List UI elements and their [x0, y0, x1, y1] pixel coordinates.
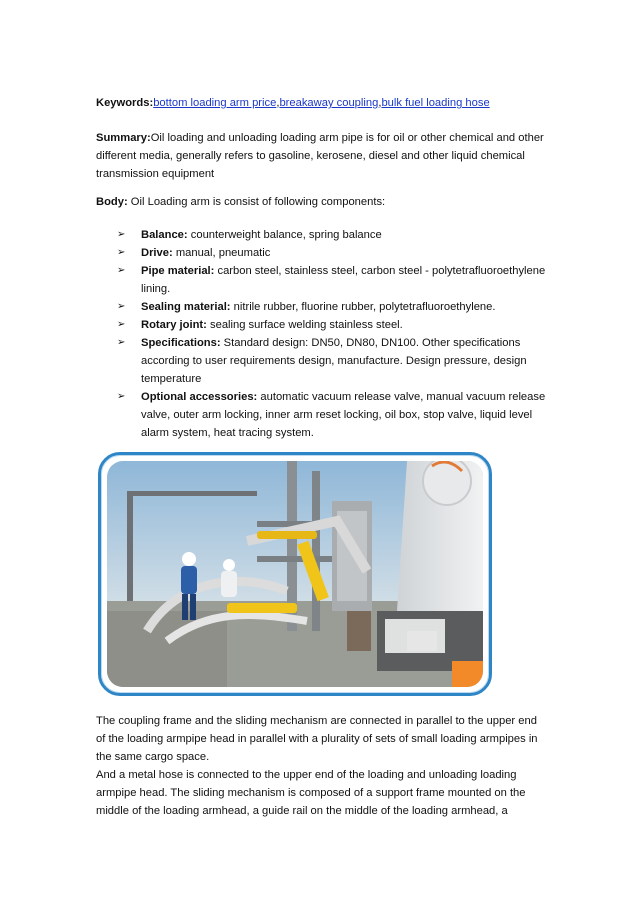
component-text: nitrile rubber, fluorine rubber, polytetrafluoroethylene. — [230, 301, 496, 313]
body-intro — [96, 193, 546, 211]
summary-label: Summary: — [96, 132, 151, 144]
component-text: manual, pneumatic — [172, 247, 271, 259]
list-item — [96, 298, 546, 316]
component-label: Sealing material: — [141, 301, 231, 313]
component-text: Standard design: DN50, DN80, DN100. Other specifications according to user requirements design, manufacture. Design pressure, design temperature — [141, 337, 527, 385]
components-list — [96, 226, 546, 442]
summary-paragraph — [96, 129, 546, 183]
list-item — [96, 226, 546, 244]
component-text: carbon steel, stainless steel, carbon steel - polytetrafluoroethylene lining. — [141, 265, 546, 295]
description-paragraphs — [96, 712, 548, 820]
paragraph: The coupling frame and the sliding mechanism are connected in parallel to the upper end of the loading armpipe head in parallel with a plurality of sets of small loading armpipes in the same cargo space. — [96, 715, 538, 763]
keyword-separator: , — [276, 97, 280, 109]
paragraph: And a metal hose is connected to the upper end of the loading and unloading loading armpipe head. The sliding mechanism is composed of a support frame mounted on the middle of the loading armhead, a guide rail on the middle of the loading armhead, a — [96, 769, 526, 817]
keyword-link-loading-arm-price[interactable]: bottom loading arm price — [153, 97, 277, 109]
body-intro-text: Oil Loading arm is consist of following components: — [127, 196, 386, 208]
arrow-bullet-icon: ➢ — [117, 265, 126, 276]
keywords-label: Keywords: — [96, 97, 154, 109]
arrow-bullet-icon: ➢ — [117, 229, 126, 240]
arrow-bullet-icon: ➢ — [117, 301, 126, 312]
loading-arm-photo-frame — [98, 452, 492, 696]
component-text: automatic vacuum release valve, manual vacuum release valve, outer arm locking, inner arm reset locking, oil box, stop valve, liquid level alarm system, heat tracing system. — [141, 391, 546, 439]
component-label: Rotary joint: — [141, 319, 207, 331]
arrow-bullet-icon: ➢ — [117, 391, 126, 402]
body-label: Body: — [96, 196, 128, 208]
component-label: Balance: — [141, 229, 188, 241]
summary-text: Oil loading and unloading loading arm pipe is for oil or other chemical and other different media, generally refers to gasoline, kerosene, diesel and other liquid chemical transmission equipment — [96, 132, 544, 180]
component-text: counterweight balance, spring balance — [187, 229, 382, 241]
component-label: Specifications: — [141, 337, 221, 349]
arrow-bullet-icon: ➢ — [117, 319, 126, 330]
list-item — [96, 334, 546, 388]
keyword-separator: , — [378, 97, 382, 109]
list-item — [96, 262, 546, 298]
arrow-bullet-icon: ➢ — [117, 247, 126, 258]
loading-arm-photo — [107, 461, 483, 687]
keywords-line — [96, 94, 546, 112]
component-label: Drive: — [141, 247, 173, 259]
arrow-bullet-icon: ➢ — [117, 337, 126, 348]
keyword-link-fuel-loading-hose[interactable]: bulk fuel loading hose — [381, 97, 490, 109]
component-label: Optional accessories: — [141, 391, 258, 403]
loading-arm-illustration — [107, 461, 483, 687]
list-item — [96, 244, 546, 262]
keyword-link-breakaway-coupling[interactable]: breakaway coupling — [279, 97, 379, 109]
component-text: sealing surface welding stainless steel. — [206, 319, 403, 331]
component-label: Pipe material: — [141, 265, 215, 277]
list-item — [96, 316, 546, 334]
list-item — [96, 388, 546, 442]
